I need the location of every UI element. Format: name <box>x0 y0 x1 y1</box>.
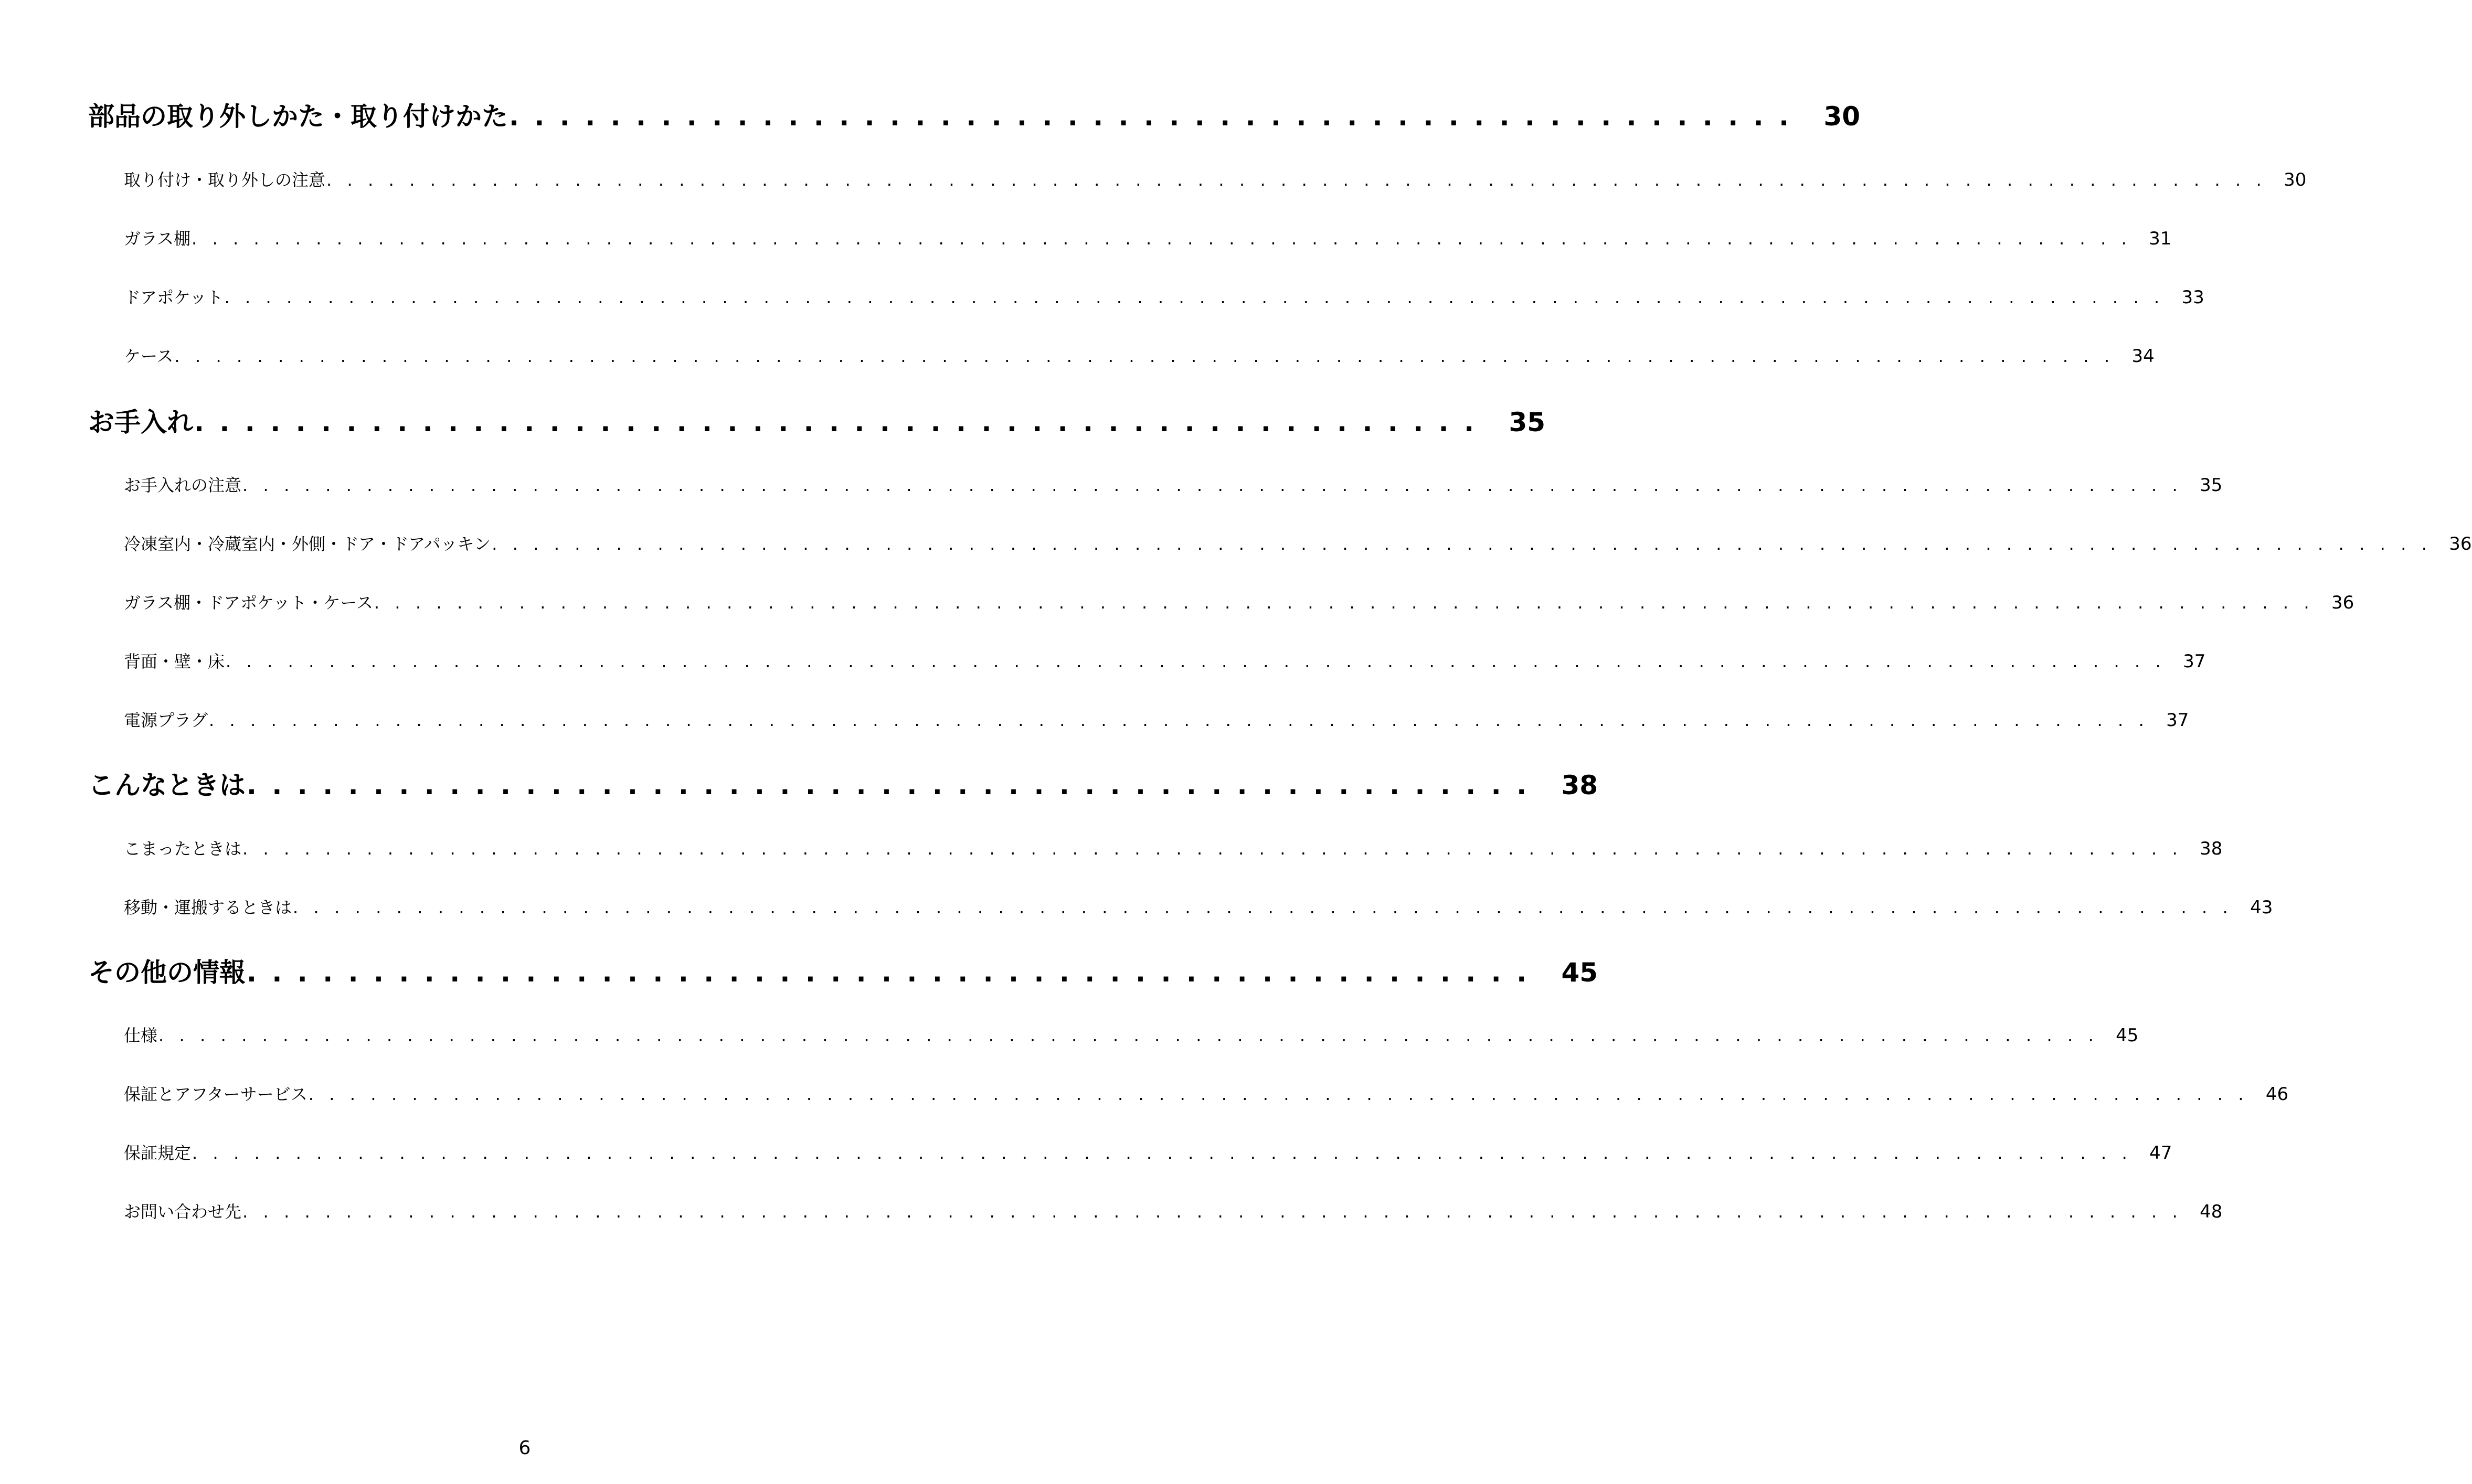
dot-leader: . . . . . . . . . . . . . . . . . . . . . . . . . . . . . . . . . . . . . . . . . . . . . . . . . . . . . . . . . . . . . . . . . . . . . . . . . . . . . . . . . . . . . . . . . . . . . . <box>293 898 2233 917</box>
item-title: 冷凍室内・冷蔵室内・外側・ドア・ドアパッキン <box>124 534 491 554</box>
toc-item[interactable] <box>124 1081 2289 1105</box>
item-page-number: 48 <box>2200 1201 2223 1222</box>
section-title: お手入れ <box>88 407 193 437</box>
toc-item[interactable] <box>124 590 2354 614</box>
section-page-number: 38 <box>1561 770 1598 800</box>
item-page-number: 34 <box>2131 346 2155 367</box>
dot-leader: . . . . . . . . . . . . . . . . . . . . . . . . . . . . . . . . . . . . . . . . . . . . . . . . . . . . . . . . . . . . . . . . . . . . . . . . . . . . . . . . . . . . . . . . . . . . . . <box>242 839 2183 859</box>
toc-item[interactable] <box>124 1140 2172 1164</box>
item-title: ガラス棚 <box>124 229 191 249</box>
item-page-number: 35 <box>2200 475 2223 496</box>
toc-section-heading[interactable] <box>88 764 1598 802</box>
dot-leader: . . . . . . . . . . . . . . . . . . . . . . . . . . . . . . . . . . . . . . . . . . . . . . . . . . . . . . . . . . . . . . . . . . . . . . . . . . . . . . . . . . . . . . . . . . . . . . <box>224 287 2165 307</box>
item-title: お問い合わせ先 <box>124 1202 242 1222</box>
toc-item[interactable] <box>124 343 2155 367</box>
dot-leader: . . . . . . . . . . . . . . . . . . . . . . . . . . . . . . . . . . . . . . . . . . . . . . . . . . . . . . . . . . . . . . . . . . . . . . . . . . . . . . . . . . . . . . . . . . . . . . <box>308 1084 2249 1104</box>
item-page-number: 37 <box>2166 710 2189 731</box>
item-title: 取り付け・取り外しの注意 <box>124 170 326 190</box>
item-page-number: 36 <box>2331 592 2354 613</box>
dot-leader: . . . . . . . . . . . . . . . . . . . . . . . . . . . . . . . . . . . . . . . . . . . . . . . . . . . <box>509 101 1792 132</box>
toc-section-heading[interactable] <box>88 401 1546 439</box>
item-title: こまったときは <box>124 839 242 859</box>
item-page-number: 30 <box>2284 169 2307 190</box>
dot-leader: . . . . . . . . . . . . . . . . . . . . . . . . . . . . . . . . . . . . . . . . . . . . . . . . . . . . . . . . . . . . . . . . . . . . . . . . . . . . . . . . . . . . . . . . . . . . . . <box>209 710 2149 730</box>
toc-item[interactable] <box>124 1022 2139 1047</box>
item-title: 保証とアフターサービス <box>124 1084 307 1104</box>
toc-item[interactable] <box>124 531 2472 555</box>
dot-leader: . . . . . . . . . . . . . . . . . . . . . . . . . . . . . . . . . . . . . . . . . . . . . . . . . . . . . . . . . . . . . . . . . . . . . . . . . . . . . . . . . . . . . . . . . . . . . . <box>242 475 2183 495</box>
toc-item[interactable] <box>124 1199 2223 1223</box>
item-page-number: 47 <box>2149 1143 2172 1163</box>
item-title: 保証規定 <box>124 1143 192 1163</box>
toc-section-heading[interactable] <box>88 952 1598 989</box>
section-page-number: 45 <box>1561 957 1598 988</box>
toc-section-heading[interactable] <box>88 95 1861 133</box>
dot-leader: . . . . . . . . . . . . . . . . . . . . . . . . . . . . . . . . . . . . . . . . . . . . . . . . . . . . . . . . . . . . . . . . . . . . . . . . . . . . . . . . . . . . . . . . . . . . . . <box>492 534 2432 554</box>
item-title: 背面・壁・床 <box>124 652 225 671</box>
item-page-number: 43 <box>2250 897 2273 918</box>
footer-page-number: 6 <box>518 1437 531 1459</box>
dot-leader: . . . . . . . . . . . . . . . . . . . . . . . . . . . . . . . . . . . . . . . . . . . . . . . . . . . . . . . . . . . . . . . . . . . . . . . . . . . . . . . . . . . . . . . . . . . . . . <box>174 346 2115 366</box>
section-title: 部品の取り外しかた・取り付けかた <box>88 101 508 132</box>
toc-item[interactable] <box>124 648 2206 672</box>
dot-leader: . . . . . . . . . . . . . . . . . . . . . . . . . . . . . . . . . . . . . . . . . . . . . . . . . . . . . . . . . . . . . . . . . . . . . . . . . . . . . . . . . . . . . . . . . . . . . . <box>374 593 2315 613</box>
toc-item[interactable] <box>124 836 2223 860</box>
toc-item[interactable] <box>124 284 2204 308</box>
dot-leader: . . . . . . . . . . . . . . . . . . . . . . . . . . . . . . . . . . . . . . . . . . . . . . . . . . . <box>247 957 1530 988</box>
dot-leader: . . . . . . . . . . . . . . . . . . . . . . . . . . . . . . . . . . . . . . . . . . . . . . . . . . . <box>247 770 1530 800</box>
dot-leader: . . . . . . . . . . . . . . . . . . . . . . . . . . . . . . . . . . . . . . . . . . . . . . . . . . . <box>194 407 1478 437</box>
toc-item[interactable] <box>124 472 2223 496</box>
toc-item[interactable] <box>124 707 2189 731</box>
section-title: こんなときは <box>88 770 246 800</box>
item-page-number: 46 <box>2265 1084 2289 1105</box>
item-title: ガラス棚・ドアポケット・ケース <box>124 593 373 613</box>
item-page-number: 37 <box>2183 651 2206 672</box>
item-title: ケース <box>124 346 174 366</box>
section-title: その他の情報 <box>88 957 246 988</box>
dot-leader: . . . . . . . . . . . . . . . . . . . . . . . . . . . . . . . . . . . . . . . . . . . . . . . . . . . . . . . . . . . . . . . . . . . . . . . . . . . . . . . . . . . . . . . . . . . . . . <box>158 1026 2099 1045</box>
toc-item[interactable] <box>124 894 2273 919</box>
dot-leader: . . . . . . . . . . . . . . . . . . . . . . . . . . . . . . . . . . . . . . . . . . . . . . . . . . . . . . . . . . . . . . . . . . . . . . . . . . . . . . . . . . . . . . . . . . . . . . <box>192 1143 2133 1163</box>
item-title: ドアポケット <box>124 287 224 307</box>
item-page-number: 31 <box>2149 228 2172 249</box>
toc-item[interactable] <box>124 226 2172 250</box>
item-title: お手入れの注意 <box>124 475 242 495</box>
dot-leader: . . . . . . . . . . . . . . . . . . . . . . . . . . . . . . . . . . . . . . . . . . . . . . . . . . . . . . . . . . . . . . . . . . . . . . . . . . . . . . . . . . . . . . . . . . . . . . <box>226 652 2166 671</box>
dot-leader: . . . . . . . . . . . . . . . . . . . . . . . . . . . . . . . . . . . . . . . . . . . . . . . . . . . . . . . . . . . . . . . . . . . . . . . . . . . . . . . . . . . . . . . . . . . . . . <box>192 229 2132 249</box>
item-page-number: 36 <box>2449 533 2472 554</box>
item-title: 仕様 <box>124 1026 158 1045</box>
section-page-number: 35 <box>1509 407 1546 437</box>
section-page-number: 30 <box>1823 101 1861 132</box>
toc-item[interactable] <box>124 167 2307 191</box>
item-title: 電源プラグ <box>124 710 208 730</box>
item-page-number: 38 <box>2200 838 2223 859</box>
item-page-number: 45 <box>2116 1025 2139 1046</box>
dot-leader: . . . . . . . . . . . . . . . . . . . . . . . . . . . . . . . . . . . . . . . . . . . . . . . . . . . . . . . . . . . . . . . . . . . . . . . . . . . . . . . . . . . . . . . . . . . . . . <box>326 170 2267 190</box>
dot-leader: . . . . . . . . . . . . . . . . . . . . . . . . . . . . . . . . . . . . . . . . . . . . . . . . . . . . . . . . . . . . . . . . . . . . . . . . . . . . . . . . . . . . . . . . . . . . . . <box>242 1202 2183 1222</box>
item-title: 移動・運搬するときは <box>124 898 292 917</box>
item-page-number: 33 <box>2181 287 2204 308</box>
